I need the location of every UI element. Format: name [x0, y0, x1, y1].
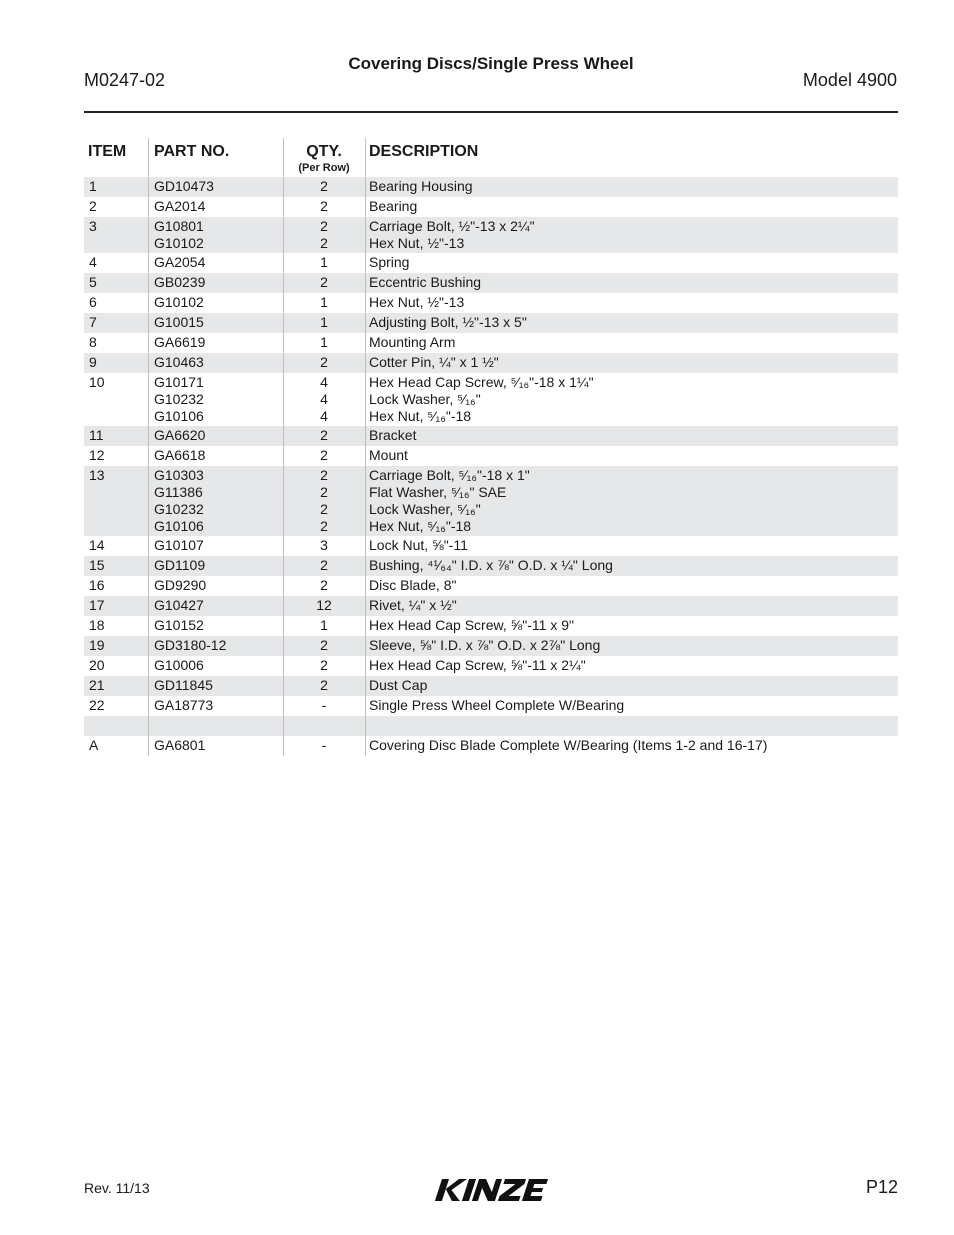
quantity: 2	[320, 518, 328, 534]
quantity-cell	[284, 218, 364, 252]
description: Spring	[369, 254, 410, 270]
description-cell	[369, 597, 457, 614]
quantity: 1	[320, 254, 328, 270]
description: Cotter Pin, ¼" x 1 ½"	[369, 354, 499, 370]
quantity-cell	[284, 447, 364, 464]
column-divider	[365, 676, 366, 696]
quantity: 1	[320, 334, 328, 350]
item-number: 9	[89, 354, 97, 370]
part-number: G10152	[154, 617, 204, 633]
column-divider	[365, 138, 366, 177]
column-divider	[283, 716, 284, 736]
description: Hex Head Cap Screw, ⅝"-11 x 9"	[369, 617, 574, 633]
part-number: G10106	[154, 518, 204, 534]
part-number: G10427	[154, 597, 204, 613]
column-divider	[365, 197, 366, 217]
column-divider	[148, 636, 149, 656]
description: Sleeve, ⅝" I.D. x ⅞" O.D. x 2⅞" Long	[369, 637, 601, 653]
item-number: 20	[89, 657, 105, 673]
part-number-cell	[154, 537, 204, 554]
part-number: GA2054	[154, 254, 206, 270]
part-number-cell	[154, 334, 205, 351]
column-divider	[148, 197, 149, 217]
column-divider	[148, 696, 149, 716]
description: Hex Head Cap Screw, ⅝"-11 x 2¼"	[369, 657, 586, 673]
description-cell	[369, 354, 499, 371]
description-cell	[369, 374, 594, 425]
table-row	[84, 253, 898, 273]
column-divider	[365, 293, 366, 313]
table-row	[84, 293, 898, 313]
description: Bearing Housing	[369, 178, 473, 194]
part-number: G10232	[154, 391, 204, 407]
item-number: 3	[89, 218, 97, 234]
item-number: 2	[89, 198, 97, 214]
description-cell	[369, 427, 416, 444]
item-number: 6	[89, 294, 97, 310]
quantity-cell	[284, 427, 364, 444]
table-row	[84, 636, 898, 656]
description: Lock Washer, ⁵⁄₁₆"	[369, 391, 481, 407]
header-divider	[84, 111, 898, 113]
item-number: 15	[89, 557, 105, 573]
part-number-cell	[154, 178, 214, 195]
column-divider	[365, 426, 366, 446]
quantity: 12	[316, 597, 332, 613]
description: Rivet, ¼" x ½"	[369, 597, 457, 613]
column-divider	[148, 217, 149, 253]
item-number: 8	[89, 334, 97, 350]
quantity-cell	[284, 198, 364, 215]
description: Bearing	[369, 198, 418, 214]
part-number-cell	[154, 737, 205, 754]
quantity: 1	[320, 314, 328, 330]
column-header-part-no: PART NO.	[154, 143, 230, 160]
quantity: 2	[320, 484, 328, 500]
column-divider	[148, 536, 149, 556]
quantity: 1	[320, 294, 328, 310]
column-divider	[283, 656, 284, 676]
part-number: GA6619	[154, 334, 206, 350]
table-row	[84, 596, 898, 616]
table-row	[84, 696, 898, 716]
quantity-cell	[284, 294, 364, 311]
quantity	[284, 717, 364, 734]
column-divider	[283, 217, 284, 253]
column-divider	[148, 656, 149, 676]
part-number: G10107	[154, 537, 204, 553]
quantity: 2	[320, 637, 328, 653]
column-header-description: DESCRIPTION	[369, 143, 479, 160]
quantity: 4	[320, 408, 328, 424]
quantity-cell	[284, 697, 364, 714]
table-body	[84, 177, 898, 756]
quantity-cell	[284, 617, 364, 634]
item-number: 21	[89, 677, 105, 693]
quantity: 2	[320, 501, 328, 517]
table-row	[84, 736, 898, 756]
column-divider	[283, 576, 284, 596]
column-divider	[148, 426, 149, 446]
qty-label: QTY.	[306, 143, 342, 160]
column-divider	[148, 596, 149, 616]
description: Bushing, ⁴¹⁄₆₄" I.D. x ⅞" O.D. x ¼" Long	[369, 557, 613, 573]
item-number: 19	[89, 637, 105, 653]
column-divider	[283, 556, 284, 576]
column-divider	[148, 576, 149, 596]
item-number: 4	[89, 254, 97, 270]
quantity: 3	[320, 537, 328, 553]
column-divider	[365, 596, 366, 616]
quantity-cell	[284, 254, 364, 271]
description-cell	[369, 467, 530, 535]
description-cell	[369, 577, 456, 594]
description-cell	[369, 677, 427, 694]
column-divider	[148, 273, 149, 293]
description-cell	[369, 537, 468, 554]
column-divider	[365, 656, 366, 676]
table-row	[84, 716, 898, 736]
column-divider	[283, 313, 284, 333]
table-row	[84, 446, 898, 466]
column-divider	[283, 736, 284, 756]
kinze-logo	[432, 1176, 550, 1209]
column-divider	[148, 716, 149, 736]
description: Lock Nut, ⅝"-11	[369, 537, 468, 553]
part-number: GA18773	[154, 697, 214, 713]
description: Covering Disc Blade Complete W/Bearing (Items 1-2 and 16-17)	[369, 737, 768, 753]
table-row	[84, 536, 898, 556]
column-divider	[365, 177, 366, 197]
description: Disc Blade, 8"	[369, 577, 457, 593]
description-cell	[369, 198, 417, 215]
column-divider	[283, 177, 284, 197]
description: Flat Washer, ⁵⁄₁₆" SAE	[369, 484, 507, 500]
table-row	[84, 197, 898, 217]
column-divider	[365, 556, 366, 576]
quantity-cell	[284, 597, 364, 614]
column-divider	[148, 736, 149, 756]
column-divider	[283, 373, 284, 426]
column-divider	[283, 273, 284, 293]
quantity: -	[321, 737, 327, 753]
description: Mount	[369, 447, 408, 463]
quantity-cell	[284, 737, 364, 754]
part-number-cell	[154, 218, 204, 252]
column-divider	[365, 636, 366, 656]
description: Lock Washer, ⁵⁄₁₆"	[369, 501, 481, 517]
column-divider	[283, 596, 284, 616]
item-number: 18	[89, 617, 105, 633]
quantity: 4	[320, 391, 328, 407]
item-number: 17	[89, 597, 105, 613]
table-row	[84, 217, 898, 253]
column-divider	[365, 353, 366, 373]
table-row	[84, 466, 898, 536]
description-cell	[369, 447, 408, 464]
column-divider	[283, 253, 284, 273]
part-number: GA6618	[154, 447, 206, 463]
description-cell	[369, 617, 574, 634]
part-number-cell	[154, 374, 204, 425]
quantity: 2	[320, 178, 328, 194]
column-divider	[148, 333, 149, 353]
description: Carriage Bolt, ⁵⁄₁₆"-18 x 1"	[369, 467, 530, 483]
part-number: GD9290	[154, 577, 207, 593]
part-number-cell	[154, 294, 204, 311]
column-divider	[148, 177, 149, 197]
part-number: G10171	[154, 374, 204, 390]
column-divider	[365, 466, 366, 536]
item-number: 12	[89, 447, 105, 463]
part-number-cell	[154, 697, 213, 714]
description: Carriage Bolt, ½"-13 x 2¼"	[369, 218, 535, 234]
table-row	[84, 373, 898, 426]
table-row	[84, 273, 898, 293]
column-divider	[283, 333, 284, 353]
quantity-cell	[284, 657, 364, 674]
part-number-cell	[154, 314, 204, 331]
column-divider	[148, 253, 149, 273]
column-divider	[283, 353, 284, 373]
column-divider	[283, 676, 284, 696]
quantity-cell	[284, 354, 364, 371]
column-divider	[148, 313, 149, 333]
table-row	[84, 426, 898, 446]
part-number: G10303	[154, 467, 204, 483]
part-number: G10801	[154, 218, 204, 234]
revision-label: Rev. 11/13	[84, 1180, 150, 1196]
column-divider	[365, 217, 366, 253]
description-cell	[369, 274, 481, 291]
part-number-cell	[154, 427, 205, 444]
column-divider	[283, 536, 284, 556]
column-divider	[148, 138, 149, 177]
table-row	[84, 616, 898, 636]
item-number: 10	[89, 374, 105, 390]
description: Single Press Wheel Complete W/Bearing	[369, 697, 625, 713]
part-number: G10232	[154, 501, 204, 517]
description: Eccentric Bushing	[369, 274, 482, 290]
description-cell	[369, 294, 464, 311]
document-number: M0247-02	[84, 70, 166, 90]
column-divider	[283, 696, 284, 716]
quantity: 2	[320, 467, 328, 483]
item-number: 14	[89, 537, 105, 553]
qty-sublabel: (Per Row)	[298, 162, 350, 174]
description-cell	[369, 697, 624, 714]
quantity-cell	[284, 677, 364, 694]
quantity-cell	[284, 577, 364, 594]
quantity-cell	[284, 637, 364, 654]
table-row	[84, 353, 898, 373]
part-number-cell	[154, 657, 204, 674]
part-number-cell	[154, 617, 204, 634]
table-row	[84, 556, 898, 576]
item-number: 16	[89, 577, 105, 593]
part-number-cell	[154, 577, 206, 594]
description: Dust Cap	[369, 677, 428, 693]
column-divider	[148, 466, 149, 536]
table-row	[84, 676, 898, 696]
column-divider	[365, 253, 366, 273]
column-divider	[365, 446, 366, 466]
table-row	[84, 313, 898, 333]
quantity-cell	[284, 178, 364, 195]
item-number: 11	[89, 427, 104, 443]
part-number-cell	[154, 597, 204, 614]
part-number: G10463	[154, 354, 204, 370]
part-number: G10006	[154, 657, 204, 673]
quantity: 2	[320, 657, 328, 673]
column-divider	[148, 373, 149, 426]
quantity: 2	[320, 427, 328, 443]
quantity-cell	[284, 717, 364, 734]
item-number: 13	[89, 467, 105, 483]
column-divider	[283, 466, 284, 536]
column-divider	[148, 293, 149, 313]
description-cell	[369, 737, 767, 754]
item-number: 7	[89, 314, 97, 330]
part-number: GB0239	[154, 274, 206, 290]
description-cell	[369, 657, 586, 674]
quantity-cell	[284, 314, 364, 331]
item-number: 1	[89, 178, 97, 194]
quantity-cell	[284, 467, 364, 535]
column-divider	[365, 536, 366, 556]
page-title: Covering Discs/Single Press Wheel	[348, 54, 634, 73]
part-number-cell	[154, 254, 205, 271]
quantity: 2	[320, 235, 328, 251]
part-number: GD1109	[154, 557, 206, 573]
column-divider	[148, 556, 149, 576]
column-divider	[148, 353, 149, 373]
quantity: 2	[320, 218, 328, 234]
column-divider	[283, 293, 284, 313]
quantity: 2	[320, 577, 328, 593]
column-divider	[283, 197, 284, 217]
column-divider	[148, 616, 149, 636]
quantity: 2	[320, 274, 328, 290]
description: Hex Nut, ⁵⁄₁₆"-18	[369, 518, 472, 534]
table-header	[84, 138, 898, 177]
quantity-cell	[284, 374, 364, 425]
column-divider	[283, 446, 284, 466]
part-number: GD3180-12	[154, 637, 227, 653]
description-cell	[369, 178, 473, 195]
part-number-cell	[154, 467, 204, 535]
description: Hex Nut, ⁵⁄₁₆"-18	[369, 408, 472, 424]
quantity: -	[321, 697, 327, 713]
description-cell	[369, 314, 527, 331]
model-label: Model 4900	[802, 70, 897, 90]
description: Hex Nut, ½"-13	[369, 235, 465, 251]
column-divider	[365, 313, 366, 333]
column-divider	[365, 616, 366, 636]
quantity: 1	[320, 617, 328, 633]
part-number: G11386	[154, 484, 203, 500]
column-header-item: ITEM	[88, 143, 127, 160]
column-divider	[365, 373, 366, 426]
description: Hex Head Cap Screw, ⁵⁄₁₆"-18 x 1¼"	[369, 374, 594, 390]
description-cell	[369, 254, 409, 271]
column-divider	[283, 636, 284, 656]
quantity-cell	[284, 557, 364, 574]
quantity: 2	[320, 447, 328, 463]
parts-table	[84, 138, 898, 756]
description-cell	[369, 637, 600, 654]
quantity: 2	[320, 557, 328, 573]
part-number-cell	[154, 354, 204, 371]
part-number-cell	[154, 557, 205, 574]
column-divider	[283, 138, 284, 177]
page-number: P12	[865, 1177, 898, 1197]
part-number: GA2014	[154, 198, 206, 214]
part-number-cell	[154, 198, 205, 215]
quantity-cell	[284, 334, 364, 351]
quantity: 2	[320, 198, 328, 214]
column-divider	[365, 576, 366, 596]
quantity-cell	[284, 274, 364, 291]
item-number: 5	[89, 274, 97, 290]
quantity: 2	[320, 677, 328, 693]
description-cell	[369, 334, 455, 351]
part-number: GD10473	[154, 178, 214, 194]
part-number-cell	[154, 677, 213, 694]
part-number-cell	[154, 637, 226, 654]
column-divider	[365, 696, 366, 716]
description: Hex Nut, ½"-13	[369, 294, 465, 310]
part-number: GA6801	[154, 737, 206, 753]
part-number: GD11845	[154, 677, 213, 693]
part-number-cell	[154, 447, 205, 464]
part-number: G10015	[154, 314, 204, 330]
table-row	[84, 576, 898, 596]
description: Adjusting Bolt, ½"-13 x 5"	[369, 314, 527, 330]
column-divider	[365, 736, 366, 756]
column-divider	[283, 426, 284, 446]
column-divider	[148, 676, 149, 696]
part-number: G10106	[154, 408, 204, 424]
part-number: G10102	[154, 294, 204, 310]
quantity: 4	[320, 374, 328, 390]
table-row	[84, 656, 898, 676]
description-cell	[369, 218, 535, 252]
part-number: G10102	[154, 235, 204, 251]
part-number-cell	[154, 274, 205, 291]
description: Bracket	[369, 427, 417, 443]
item-number: 22	[89, 697, 105, 713]
item-number: A	[89, 737, 99, 753]
column-divider	[365, 273, 366, 293]
column-divider	[365, 333, 366, 353]
part-number: GA6620	[154, 427, 206, 443]
description-cell	[369, 557, 613, 574]
table-row	[84, 333, 898, 353]
column-divider	[283, 616, 284, 636]
quantity: 2	[320, 354, 328, 370]
table-row	[84, 177, 898, 197]
column-divider	[148, 446, 149, 466]
column-divider	[365, 716, 366, 736]
description: Mounting Arm	[369, 334, 456, 350]
quantity-cell	[284, 537, 364, 554]
